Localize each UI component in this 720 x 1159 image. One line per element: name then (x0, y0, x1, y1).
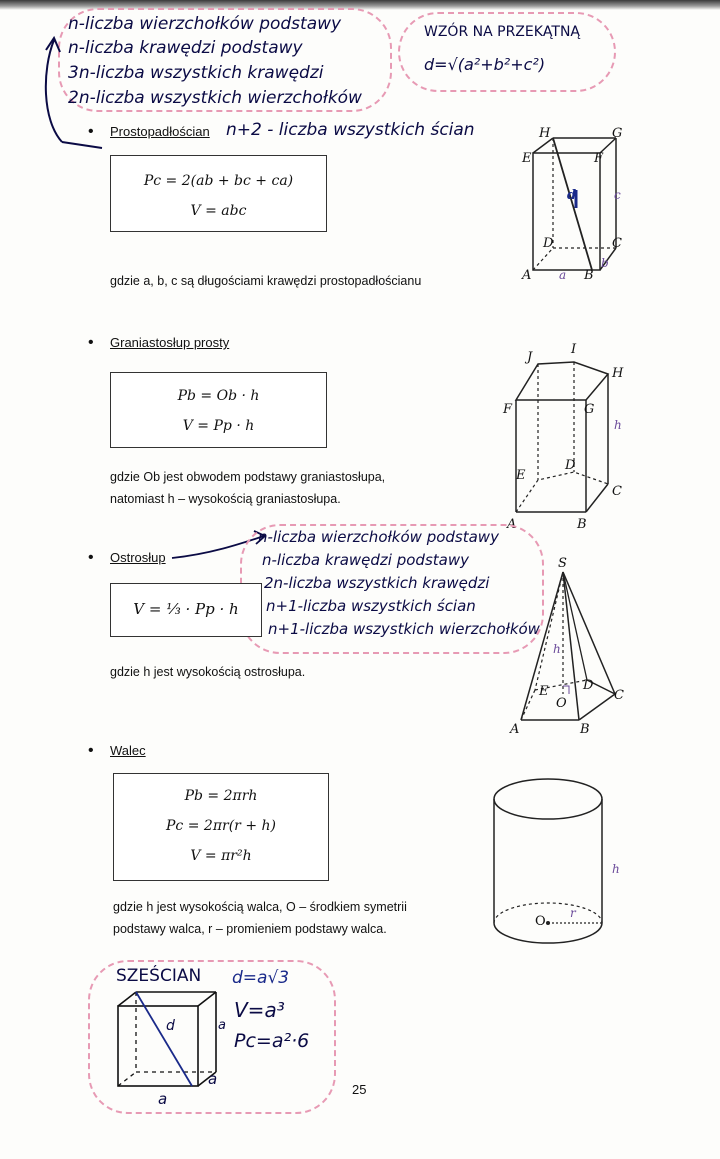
prism-description-line-2: natomiast h – wysokością graniastosłupa. (110, 492, 341, 506)
pyramid-annotation-line-3: 2n-liczba wszystkich krawędzi (264, 574, 490, 592)
annotation-line-3: 3n-liczba wszystkich krawędzi (68, 63, 324, 83)
bullet-icon: • (88, 742, 94, 759)
pyramid-label-S: S (558, 556, 567, 571)
cuboid-label-b: b (601, 256, 609, 270)
cuboid-label-a: a (559, 268, 567, 282)
cuboid-formula-box (110, 155, 327, 232)
pyramid-annotation-line-4: n+1-liczba wszystkich ścian (266, 597, 476, 615)
cylinder-label-O: O (535, 914, 546, 929)
pyramid-label-h: h (553, 642, 561, 656)
cuboid-label-D: D (543, 236, 554, 251)
cube-figure (112, 990, 222, 1095)
cylinder-description-line-1: gdzie h jest wysokością walca, O – środkiem symetrii (113, 900, 407, 914)
diagonal-title: WZÓR NA PRZEKĄTNĄ (424, 24, 581, 40)
pyramid-label-B: B (580, 722, 590, 737)
cube-label-a-bottom: a (158, 1090, 168, 1108)
pyramid-label-D: D (583, 678, 594, 693)
cube-label-a-right: a (218, 1018, 226, 1033)
pyramid-annotation-line-1: n-liczba wierzchołków podstawy (258, 528, 499, 546)
section-cylinder-title: • Walec (88, 742, 146, 759)
prism-label-J: J (527, 350, 533, 365)
cuboid-label-c: c (614, 188, 621, 202)
cube-area-formula: Pc=a²·6 (234, 1030, 310, 1052)
cuboid-volume-formula: V = abc (190, 203, 247, 219)
prism-label-h: h (614, 418, 622, 432)
pyramid-annotation-line-2: n-liczba krawędzi podstawy (262, 551, 469, 569)
prism-label-G: G (584, 402, 595, 417)
section-cuboid-title: • Prostopadłościan (88, 123, 210, 140)
pyramid-label-O: O (556, 696, 567, 711)
prism-label-I: I (571, 342, 577, 357)
prism-description-line-1: gdzie Ob jest obwodem podstawy graniastosłupa, (110, 470, 386, 484)
cube-volume-formula: V=a³ (234, 998, 285, 1022)
bullet-icon: • (88, 123, 94, 140)
cuboid-label-E: E (522, 151, 532, 166)
cylinder-label-h: h (612, 862, 620, 876)
cuboid-label-d: d (567, 188, 577, 203)
cuboid-area-formula: Pc = 2(ab + bc + ca) (143, 173, 294, 189)
cylinder-label-r: r (570, 906, 576, 920)
cube-label-a-side: a (208, 1070, 218, 1088)
section-pyramid-title: • Ostrosłup (88, 549, 166, 566)
bullet-icon: • (88, 549, 94, 566)
pyramid-label-A: A (510, 722, 520, 737)
cuboid-label-A: A (522, 268, 532, 283)
section-prism-title: • Graniastosłup prosty (88, 334, 230, 351)
prism-label-B: B (577, 517, 587, 532)
cube-title: SZEŚCIAN (116, 966, 202, 986)
cube-diagonal-formula: d=a√3 (232, 968, 290, 988)
pyramid-formula-box (110, 583, 262, 637)
prism-label-C: C (612, 484, 622, 499)
cylinder-area-formula: Pc = 2πr(r + h) (166, 818, 276, 834)
pyramid-volume-formula: V = ⅓ · Pp · h (133, 600, 239, 618)
prism-volume-formula: V = Pp · h (182, 418, 255, 434)
prism-figure (508, 352, 628, 532)
diagonal-formula: d=√(a²+b²+c²) (424, 55, 546, 74)
annotation-line-2: n-liczba krawędzi podstawy (68, 38, 303, 58)
prism-label-D: D (565, 458, 576, 473)
prism-label-E: E (516, 468, 526, 483)
pyramid-label-C: C (614, 688, 624, 703)
cylinder-volume-formula: V = πr²h (190, 848, 252, 864)
cuboid-description: gdzie a, b, c są długościami krawędzi prostopadłościanu (110, 274, 422, 288)
cuboid-label-G: G (612, 126, 623, 141)
annotation-prism-faces: n+2 - liczba wszystkich ścian (226, 120, 475, 140)
cylinder-figure (490, 775, 610, 955)
cuboid-label-H: H (539, 126, 551, 141)
cuboid-label-B: B (584, 268, 594, 283)
annotation-line-4: 2n-liczba wszystkich wierzchołków (68, 88, 362, 108)
pyramid-label-E: E (539, 684, 549, 699)
prism-base-formula: Pb = Ob · h (177, 388, 260, 404)
cylinder-description-line-2: podstawy walca, r – promieniem podstawy walca. (113, 922, 387, 936)
bullet-icon: • (88, 334, 94, 351)
prism-label-F: F (503, 402, 513, 417)
prism-label-H: H (612, 366, 624, 381)
pyramid-annotation-line-5: n+1-liczba wszystkich wierzchołków (268, 620, 540, 638)
cylinder-formula-box (113, 773, 329, 881)
cuboid-label-C: C (612, 236, 622, 251)
cube-label-d: d (166, 1018, 175, 1034)
page-number: 25 (352, 1082, 367, 1097)
pyramid-description: gdzie h jest wysokością ostrosłupa. (110, 665, 306, 679)
pyramid-figure (515, 570, 620, 730)
annotation-line-1: n-liczba wierzchołków podstawy (68, 14, 342, 34)
annotation-arrow-left (40, 30, 110, 150)
cuboid-label-F: F (594, 151, 604, 166)
cylinder-lateral-formula: Pb = 2πrh (184, 788, 258, 804)
prism-label-A: A (507, 517, 517, 532)
prism-formula-box (110, 372, 327, 448)
